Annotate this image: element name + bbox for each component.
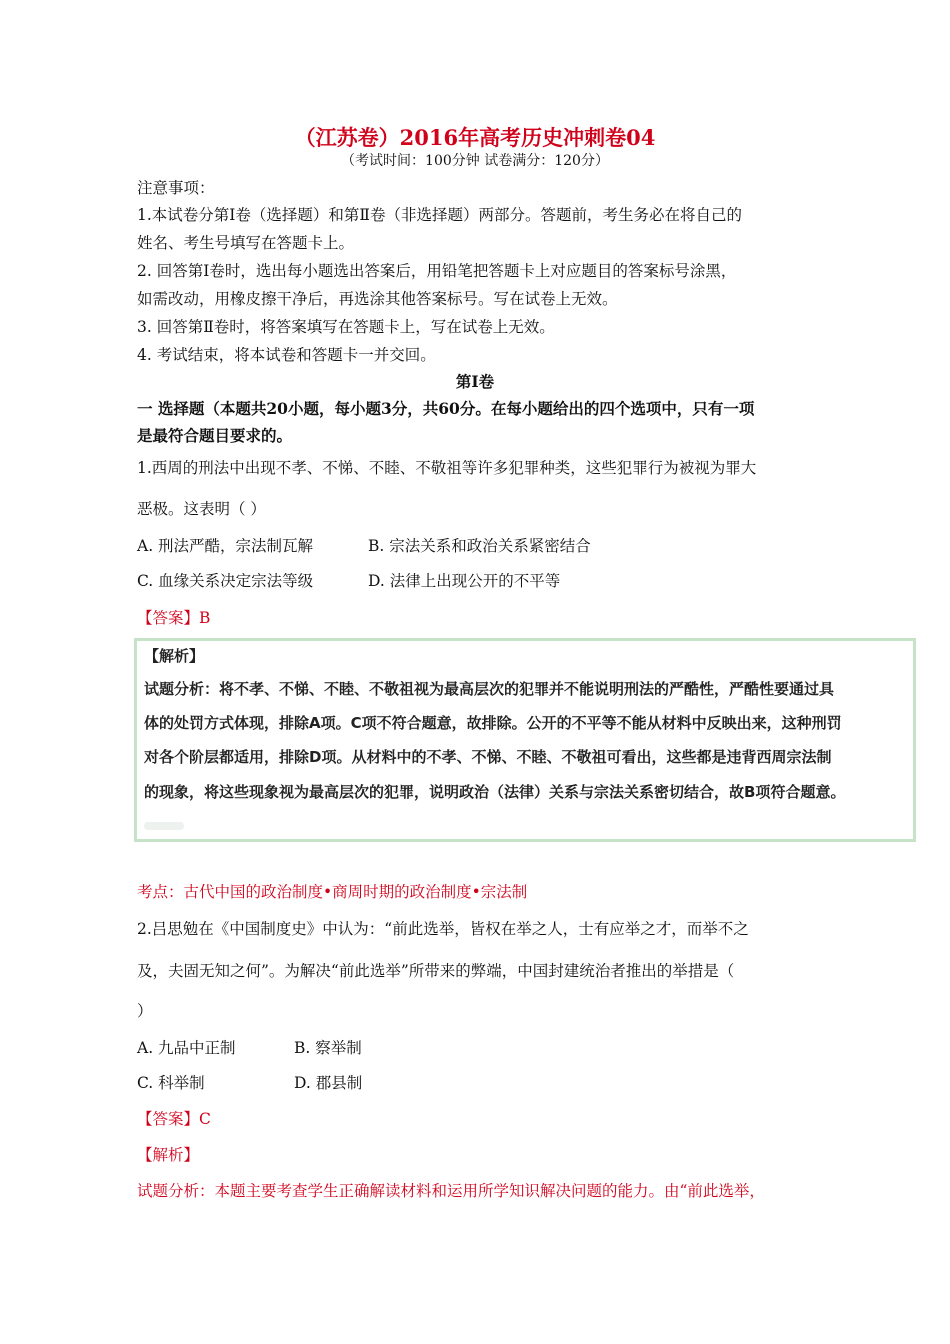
- section-title: 第Ⅰ卷: [455, 372, 495, 391]
- question-1-kaodian: 考点：古代中国的政治制度•商周时期的政治制度•宗法制: [137, 883, 528, 901]
- analysis-line: 的现象，将这些现象视为最高层次的犯罪，说明政治（法律）关系与宗法关系密切结合，故B项符合题意。: [144, 783, 846, 801]
- notice-line: 4. 考试结束，将本试卷和答题卡一并交回。: [137, 346, 436, 364]
- section-instruction: 是最符合题目要求的。: [137, 426, 293, 445]
- notice-line: 如需改动，用橡皮擦干净后，再选涂其他答案标号。写在试卷上无效。: [137, 290, 618, 308]
- question-2-analysis-heading: 【解析】: [137, 1146, 200, 1164]
- question-2-option-d: D. 郡县制: [294, 1074, 363, 1092]
- question-2-option-c: C. 科举制: [137, 1074, 205, 1092]
- question-2-stem: 及，夫固无知之何”。为解决“前此选举”所带来的弊端，中国封建统治者推出的举措是（: [137, 962, 735, 980]
- question-2-answer: 【答案】C: [137, 1110, 211, 1128]
- image-artifact: [144, 822, 184, 830]
- question-1-option-a: A. 刑法严酷，宗法制瓦解: [137, 537, 314, 555]
- analysis-line: 对各个阶层都适用，排除D项。从材料中的不孝、不悌、不睦、不敬祖可看出，这些都是违背西周宗法制: [144, 748, 832, 766]
- question-1-option-d: D. 法律上出现公开的不平等: [368, 572, 561, 590]
- notice-heading: 注意事项：: [137, 179, 215, 197]
- question-1-answer: 【答案】B: [137, 609, 211, 627]
- analysis-line: 体的处罚方式体现，排除A项。C项不符合题意，故排除。公开的不平等不能从材料中反映出来，这种刑罚: [144, 714, 842, 732]
- question-2-option-b: B. 察举制: [294, 1039, 362, 1057]
- question-1-option-c: C. 血缘关系决定宗法等级: [137, 572, 314, 590]
- question-2-option-a: A. 九品中正制: [137, 1039, 236, 1057]
- notice-line: 姓名、考生号填写在答题卡上。: [137, 234, 355, 252]
- notice-line: 3. 回答第Ⅱ卷时，将答案填写在答题卡上，写在试卷上无效。: [137, 318, 555, 336]
- notice-line: 2. 回答第Ⅰ卷时，选出每小题选出答案后，用铅笔把答题卡上对应题目的答案标号涂黑，: [137, 262, 737, 280]
- analysis-line: 试题分析：将不孝、不悌、不睦、不敬祖视为最高层次的犯罪并不能说明刑法的严酷性，严酷性要通过具: [144, 680, 835, 698]
- question-2-analysis-line: 试题分析：本题主要考查学生正确解读材料和运用所学知识解决问题的能力。由“前此选举，: [137, 1182, 765, 1200]
- notice-line: 1.本试卷分第Ⅰ卷（选择题）和第Ⅱ卷（非选择题）两部分。答题前，考生务必在将自己的: [137, 206, 742, 224]
- question-1-stem: 1.西周的刑法中出现不孝、不悌、不睦、不敬祖等许多犯罪种类，这些犯罪行为被视为罪大: [137, 459, 757, 477]
- question-2-stem: 2.吕思勉在《中国制度史》中认为：“前此选举，皆权在举之人，士有应举之才，而举不之: [137, 920, 749, 938]
- exam-info: （考试时间：100分钟 试卷满分：120分）: [341, 153, 609, 169]
- document-title: （江苏卷）2016年高考历史冲刺卷04: [294, 125, 656, 150]
- question-1-stem: 恶极。这表明（ ）: [137, 500, 266, 518]
- question-2-stem: ）: [137, 1002, 153, 1020]
- analysis-heading: 【解析】: [144, 647, 205, 665]
- section-instruction: 一 选择题（本题共20小题，每小题3分，共60分。在每小题给出的四个选项中，只有一项: [137, 399, 755, 418]
- question-1-option-b: B. 宗法关系和政治关系紧密结合: [368, 537, 591, 555]
- analysis-box: [134, 638, 916, 842]
